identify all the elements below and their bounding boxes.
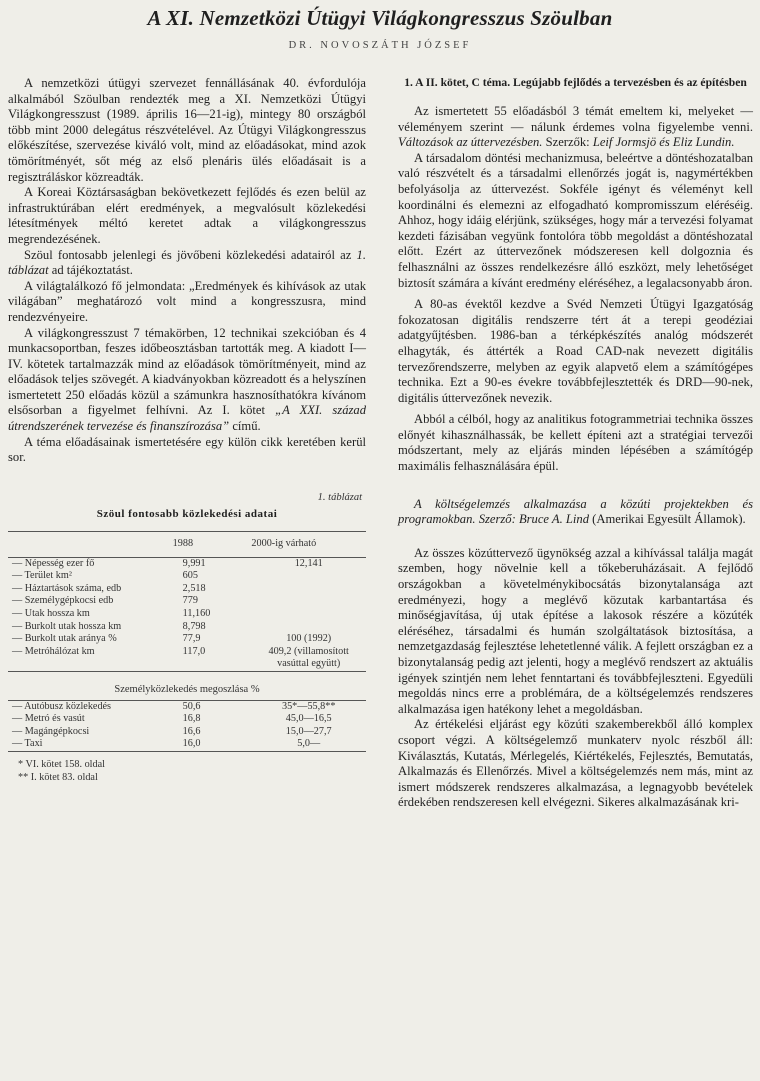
cell-2000: 35*—55,8** xyxy=(281,700,336,712)
cell-1988: 16,6 xyxy=(182,725,201,737)
table-row xyxy=(8,713,366,726)
paragraph-text: A világkongresszust 7 témakörben, 12 technikai szekcióban és 4 munkacsoportban, feszes időbeosztásban tartották meg. A kiadott I—IV. kötetek tartalmazzák mind az előadások tömörítményeit, mind az előadások teljes szövegét. A kiadványokban közreadott és a helyszínen ismertetett 250 előadás közül a számunkra hasznosíthatókra kívánom elsősorban a figyelmet felhívni. Az I. kötet xyxy=(8,325,366,418)
paragraph xyxy=(398,104,753,151)
cell-2000: 409,2 (villamosított vasúttal együtt) xyxy=(268,645,349,670)
table-caption: 1. táblázat xyxy=(317,491,362,503)
authors: Leif Jormsjö és Eliz Lundin. xyxy=(592,135,735,150)
table-reference: 1. táblázat xyxy=(8,247,366,278)
paragraph: A Koreai Köztársaságban bekövetkezett fejlődés és ezen belül az infrastruktúrában elért eredmények, a megvalósult közlekedési létesítmények méltó keretet adtak a világkongresszus megrendezésének. xyxy=(8,185,366,246)
table-row xyxy=(8,738,366,751)
row-label: — Terület km² xyxy=(12,570,72,582)
table-title: Szöul fontosabb közlekedési adatai xyxy=(96,508,278,521)
cell-2000: 5,0— xyxy=(297,738,321,750)
share-table-title: Személyközlekedés megoszlása % xyxy=(114,683,260,695)
table-notes xyxy=(8,758,366,784)
cell-2000 xyxy=(251,595,366,608)
table-row xyxy=(8,633,366,646)
table-header-row xyxy=(8,532,366,558)
paragraph-text: Az ismertetett 55 előadásból 3 témát emeltem ki, melyeket — véleményem szerint — nálunk érdemes volna figyelembe venni. xyxy=(398,104,753,134)
paragraph-text: ad tájékoztatást. xyxy=(48,263,133,278)
cell-1988: 16,8 xyxy=(182,713,201,725)
row-label: — Metró és vasút xyxy=(12,713,85,725)
cell-2000 xyxy=(251,608,366,621)
subtopic-title: A költségelemzés alkalmazása a közúti projektekben és programokban. xyxy=(398,496,753,527)
article-title: A XI. Nemzetközi Útügyi Világkongresszus Szöulban xyxy=(147,6,613,30)
row-label: — Autóbusz közlekedés xyxy=(12,700,112,712)
table-row xyxy=(8,646,366,672)
cell-1988: 50,6 xyxy=(182,700,201,712)
cell-1988: 779 xyxy=(182,595,198,607)
cell-2000: 15,0—27,7 xyxy=(285,725,332,737)
data-table xyxy=(8,531,366,672)
row-label: — Taxi xyxy=(12,738,43,750)
row-label: — Burkolt utak aránya % xyxy=(12,633,117,645)
cell-2000: 100 (1992) xyxy=(286,633,332,645)
paragraph: A társadalom döntési mechanizmusa, beleértve a döntéshozatalban való részvételt és a társadalmi ellenőrzés jogát is, nagymértékben befolyásolja az úttervezést. Sokféle igényt és véleményt kell koordinálni és elemezni az elfogadható kompromisszum eléréséig. Ahhoz, hogy idáig elérjünk, szükséges, hogy már a tervezési folyamat kezdeti fázisában vegyünk fontolóra több megoldást a döntéshozatal előtt. Ezért az úttervezőnek módszeresen kell dolgoznia és felhasználni az összes rendelkezésre álló eszközt, mely lehetőséget biztosít számára a kívánt eredmény eléréséhez, a legalacsonyabb áron. xyxy=(398,150,753,290)
table-row xyxy=(8,570,366,583)
left-column xyxy=(8,76,366,784)
cell-1988: 2,518 xyxy=(182,582,206,594)
footnote: * VI. kötet 158. oldal xyxy=(18,758,105,770)
paragraph xyxy=(8,326,366,435)
paragraph xyxy=(8,248,366,279)
section-heading: 1. A II. kötet, C téma. Legújabb fejlődés a tervezésben és az építésben xyxy=(404,76,747,89)
cell-1988: 8,798 xyxy=(182,620,206,632)
table-row xyxy=(8,595,366,608)
volume-title: „A XXI. század útrendszerének tervezése és finanszírozása” xyxy=(8,403,366,434)
paragraph: A nemzetközi útügyi szervezet fennállásának 40. évfordulója alkalmából Szöulban rendezték meg a XI. Nemzetközi Útügyi Világkongresszust (1989. április 16—21-ig), mintegy 80 országból több mint 2000 delegátus részvételével. Az Útügyi Világkongresszus előkészítése, szervezése kiváló volt, mind az előadásokat, mind azok tömörítményét, sőt még az első plenáris ülés előadásait is a regisztráláskor közreadták. xyxy=(8,76,366,184)
cell-2000: 45,0—16,5 xyxy=(285,713,332,725)
row-label: — Népesség ezer fő xyxy=(12,557,95,569)
right-column xyxy=(398,76,753,811)
paragraph-text: című. xyxy=(229,419,261,434)
cell-1988: 16,0 xyxy=(182,738,201,750)
table-header xyxy=(8,532,173,558)
authors: Bruce A. Lind xyxy=(518,512,590,527)
paragraph-text: (Amerikai Egyesült Államok). xyxy=(589,512,746,527)
cell-1988: 605 xyxy=(182,570,198,582)
paragraph: Az értékelési eljárást egy közúti szakemberekből álló komplex csoport végzi. A költségelemző munkaterv nyolc részből áll: Kiválasztás, Kutatás, Mérlegelés, Kiértékelés, Fejlesztés, Bemutatás, Alkalmazás és Ellenőrzés. Mivel a költségelemzés nem más, mint az ismert módszerek rendszeres alkalmazása, a legnagyobb bevételek érdekében rendszeresen kell elvégezni. Sikeres alkalmazásának kri- xyxy=(398,717,753,810)
row-label: — Utak hossza km xyxy=(12,608,90,619)
paragraph-text: Szerzők: xyxy=(542,135,593,150)
paragraph: Az összes közúttervező ügynökség azzal a kihívással találja magát szemben, hogy növelnie kell a tőkeberuházásait. A fejlődő országokban a követelménykibocsátás bizonytalansága azt eredményezi, hogy a meglévő közutak karbantartása és minőségjavítása, új utak építése a lakosok részére a közúték eléréséhez, társadalmi és humán szolgáltatások biztosítása, a nemzetgazdaság fejlesztése lehetetlenné válik. A fejlett országban ez a bizonytalanság pedig azt jelenti, hogy a meglévő rendszert az aktuális igények szintjén nem lehet fenntartani és továbbfejleszteni. Egyedüli megoldás nincs erre a problémára, de a költségelemzés rendszeres alkalmazása igen hatékony lehet a megoldásban. xyxy=(398,545,753,716)
paragraph: Abból a célból, hogy az analitikus fotogrammetriai technika összes előnyét kihasználhassák, be kellett építeni azt a stratégiai tervezői módszertant, mely az eljárás minden lépésében a számítógép maximális felhasználására épül. xyxy=(398,412,753,474)
footnote: ** I. kötet 83. oldal xyxy=(18,771,98,783)
table-row xyxy=(8,608,366,621)
row-label: — Háztartások száma, edb xyxy=(12,582,122,594)
table-header: 2000-ig várható xyxy=(251,532,366,558)
table-row xyxy=(8,621,366,634)
article-author: DR. NOVOSZÁTH JÓZSEF xyxy=(288,40,472,51)
paragraph: A világtalálkozó fő jelmondata: „Eredmények és kihívások az utak világában” meghatározó volt mind a kongresszusra, mind rendezvényeire. xyxy=(8,278,366,324)
cell-2000 xyxy=(251,621,366,634)
row-label: — Burkolt utak hossza km xyxy=(12,620,122,632)
row-label: — Személygépkocsi edb xyxy=(12,595,114,607)
table-row xyxy=(8,583,366,596)
table-header: 1988 xyxy=(173,532,252,558)
cell-2000 xyxy=(251,583,366,596)
share-table xyxy=(8,700,366,752)
row-label: — Metróhálózat km xyxy=(12,645,95,657)
cell-2000 xyxy=(251,570,366,583)
cell-1988: 11,160 xyxy=(182,608,211,619)
table-row xyxy=(8,557,366,570)
row-label: — Magángépkocsi xyxy=(12,725,90,737)
subtopic-paragraph xyxy=(398,497,753,528)
cell-1988: 117,0 xyxy=(182,645,206,657)
paragraph: A téma előadásainak ismertetésére egy külön cikk keretében kerül sor. xyxy=(8,434,366,465)
cell-2000: 12,141 xyxy=(294,557,323,569)
cell-1988: 77,9 xyxy=(182,633,201,645)
table-row xyxy=(8,700,366,713)
paragraph: A 80-as évektől kezdve a Svéd Nemzeti Útügyi Igazgatóság fokozatosan digitális rendszerre tért át a terepi geodéziai adatgyűjtésben. 1986-ban a térképkészítés analóg módszerét elhagyták, és áttérték a Road CAD-nak nevezett digitális tervezőrendszerre, melyben az egyik alapvető elem a számítógépes technika. Ezt a 90-es évekre továbbfejlesztették és DRD—90-nek, digitális úttervezőnek nevezik. xyxy=(398,297,753,405)
paragraph-text: Szerző: xyxy=(475,512,519,527)
cell-1988: 9,991 xyxy=(182,557,206,569)
paragraph-text: Szöul fontosabb jelenlegi és jövőbeni közlekedési adatairól az xyxy=(24,247,357,262)
table-row xyxy=(8,726,366,739)
subtopic-title: Változások az úttervezésben. xyxy=(398,135,543,150)
